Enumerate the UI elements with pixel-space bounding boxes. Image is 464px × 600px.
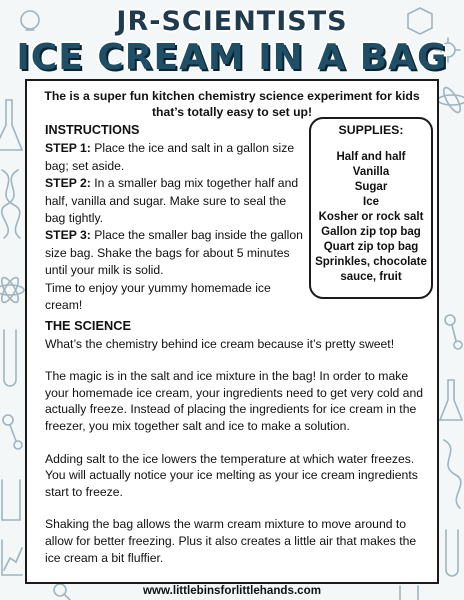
test-tube-icon [4,330,16,386]
molecule-icon-right [445,315,462,349]
footer-url: www.littlebinsforlittlehands.com [143,584,321,597]
intro-line-1: The is a super fun kitchen chemistry science experiment for kids [44,89,420,103]
flask-icon-right [440,380,462,420]
step-2-label: STEP 2: [45,176,91,191]
step-3-label: STEP 3: [45,228,91,243]
step-3-text: Place the smaller bag inside the gallon size bag. Shake the bags for about 5 minutes until your milk is solid. [45,228,303,278]
supply-item: Sugar [354,181,388,193]
supply-item: Vanilla [352,166,390,178]
beaker-icon [2,480,20,520]
atom-icon-right [438,85,464,114]
supply-item: Quart zip top bag [323,241,419,253]
supply-item: Half and half [336,151,406,163]
supplies-heading: SUPPLIES: [338,123,404,137]
graph-icon [2,540,22,575]
intro-line-2: that’s totally easy to set up! [151,105,313,119]
test-tube-icon-right [446,530,458,576]
supply-item: Sprinkles, chocolate sauce, fruit [315,256,427,283]
atom-icon [0,275,24,304]
science-paragraph-3: Adding salt to the ice lowers the temperature at which water freezes. You will actually notice your ice melting as your ice cream ingredients start to freeze. [45,451,418,499]
science-paragraph-1: What’s the chemistry behind ice cream because it’s pretty sweet! [45,336,395,351]
step-1 [45,140,307,175]
science-paragraph-4: Shaking the bag allows the warm cream mixture to move around to allow for better freezing. Plus it also creates a little air that makes the ice cream a bit fluffier. [45,517,417,565]
brand-label: JR-SCIENTISTS [116,6,348,37]
flask-icon [0,100,22,150]
dna-icon [2,170,20,238]
instructions-heading: INSTRUCTIONS [45,123,140,137]
science-paragraph-2: The magic is in the salt and ice mixture in the bag! In order to make your homemade ice cream, your ingredients need to get very cold and actually freeze. Instead of placing the ingredients for ice cream in the freezer, you mix together salt and ice to make a solution. [45,369,424,433]
science-section [45,318,425,582]
step-3 [45,227,307,279]
supply-item: Kosher or rock salt [318,211,424,223]
step-1-label: STEP 1: [45,141,91,156]
supply-item: Ice [363,196,379,208]
page-title: ICE CREAM IN A BAG [16,37,448,78]
instructions-closing: Time to enjoy your yummy homemade ice cream! [45,280,271,313]
dna-icon-right [444,440,461,508]
step-1-text: Place the ice and salt in a gallon size bag; set aside. [45,141,295,173]
molecule-icon [3,415,22,449]
intro-text [34,88,430,120]
supply-item: Gallon zip top bag [321,226,421,238]
instructions-section [45,122,307,314]
science-heading: THE SCIENCE [45,318,132,333]
step-2-text: In a smaller bag mix together half and half, vanilla and sugar. Make sure to seal the bag tightly. [45,176,299,226]
step-2 [45,175,307,227]
supplies-box [309,117,433,299]
